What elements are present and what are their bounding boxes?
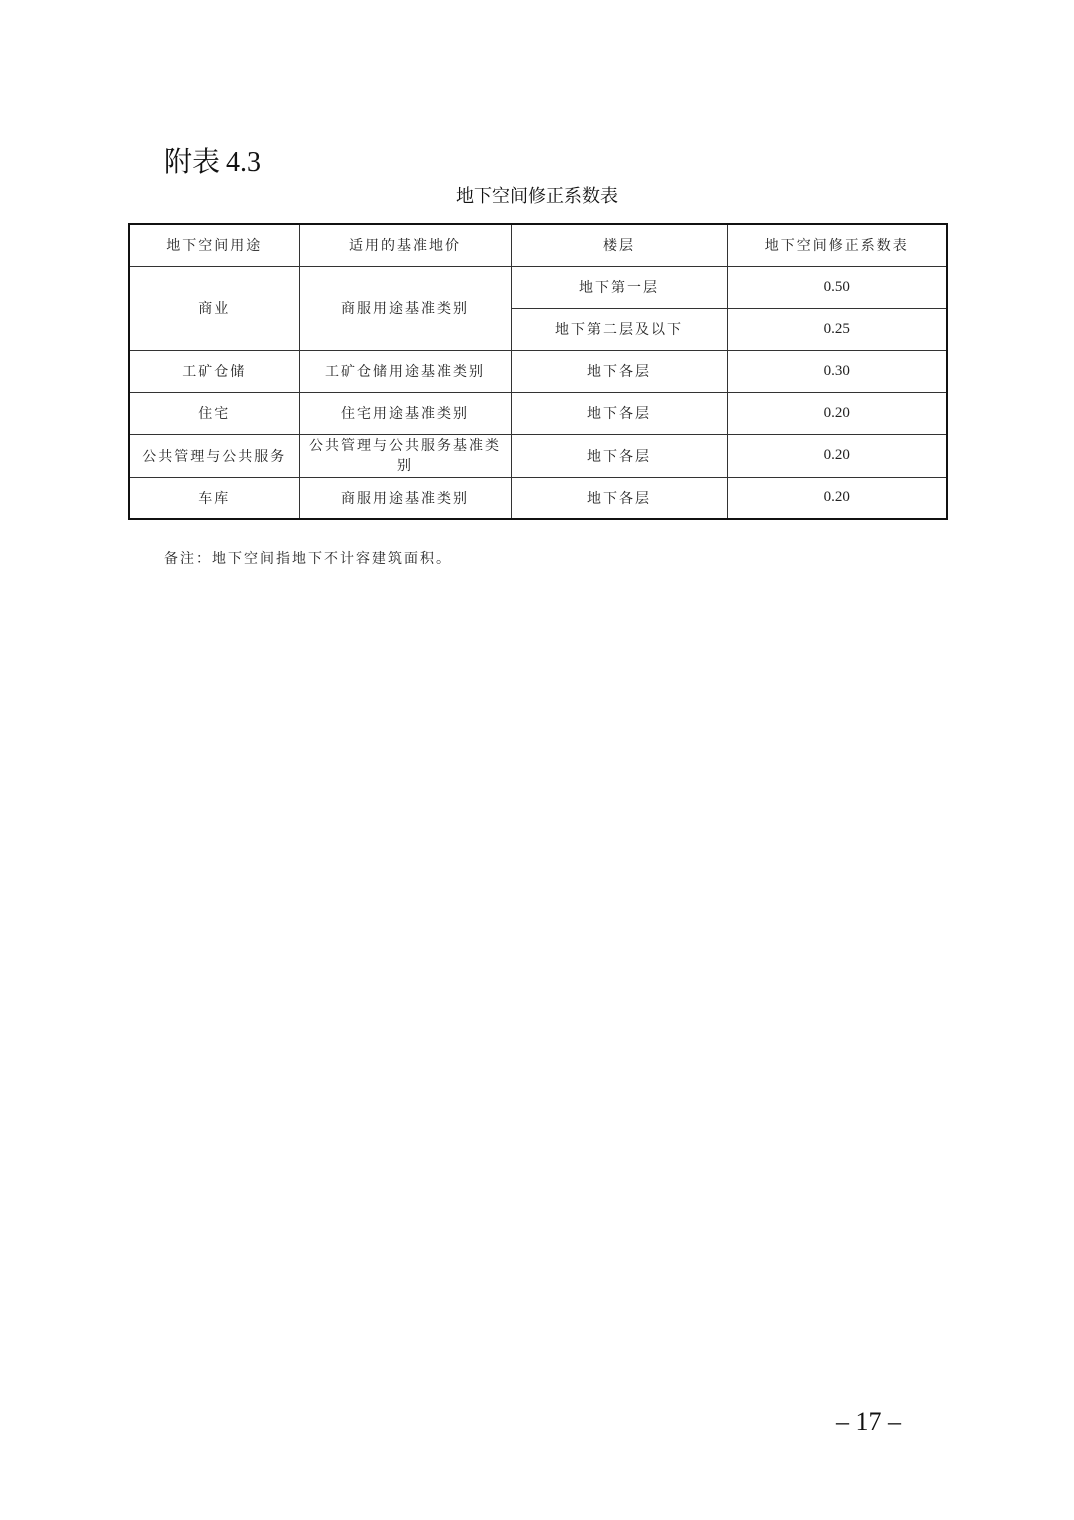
cell-base-price: 商服用途基准类别: [299, 266, 511, 350]
cell-coefficient: 0.20: [727, 434, 947, 477]
cell-use: 住宅: [129, 392, 299, 434]
coefficient-table: [128, 223, 948, 520]
page-number: – 17 –: [836, 1407, 901, 1436]
table-title: 地下空间修正系数表: [456, 186, 618, 207]
table-row: [129, 434, 947, 477]
table-row: [129, 266, 947, 308]
cell-base-price: 工矿仓储用途基准类别: [299, 350, 511, 392]
cell-coefficient: 0.30: [727, 350, 947, 392]
header-coefficient: 地下空间修正系数表: [727, 224, 947, 266]
table-row: [129, 477, 947, 519]
table-header-row: [129, 224, 947, 266]
table-row: [129, 350, 947, 392]
cell-use: 公共管理与公共服务: [129, 434, 299, 477]
table-row: [129, 392, 947, 434]
cell-base-price: 住宅用途基准类别: [299, 392, 511, 434]
cell-floor: 地下第一层: [511, 266, 727, 308]
cell-coefficient: 0.20: [727, 392, 947, 434]
cell-floor: 地下第二层及以下: [511, 308, 727, 350]
header-floor: 楼层: [511, 224, 727, 266]
cell-floor: 地下各层: [511, 392, 727, 434]
cell-floor: 地下各层: [511, 477, 727, 519]
cell-coefficient: 0.20: [727, 477, 947, 519]
cell-use: 车库: [129, 477, 299, 519]
cell-base-price: 公共管理与公共服务基准类别: [299, 434, 511, 477]
cell-use: 工矿仓储: [129, 350, 299, 392]
cell-coefficient: 0.25: [727, 308, 947, 350]
cell-floor: 地下各层: [511, 434, 727, 477]
appendix-heading-number: 4.3: [226, 147, 262, 178]
header-base-price: 适用的基准地价: [299, 224, 511, 266]
cell-base-price: 商服用途基准类别: [299, 477, 511, 519]
cell-coefficient: 0.50: [727, 266, 947, 308]
header-use: 地下空间用途: [129, 224, 299, 266]
appendix-heading-label: 附表: [164, 145, 221, 178]
cell-floor: 地下各层: [511, 350, 727, 392]
cell-use: 商业: [129, 266, 299, 350]
table-note: 备注：地下空间指地下不计容建筑面积。: [164, 551, 452, 567]
appendix-heading: [164, 144, 261, 181]
